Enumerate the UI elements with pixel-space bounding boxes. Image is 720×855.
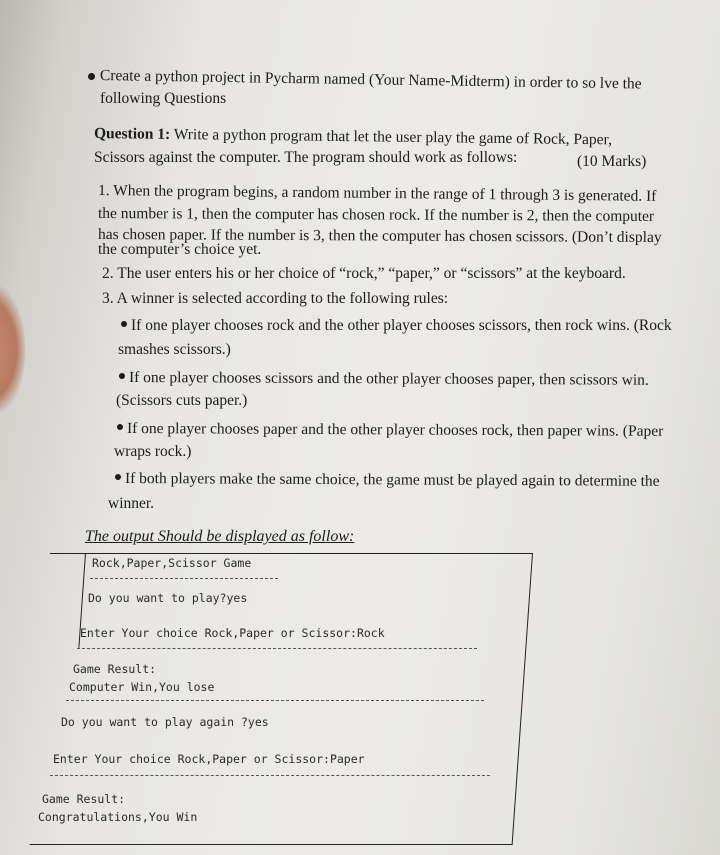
rule-1-line-1: If one player chooses rock and the other player chooses scissors, then rock wins. (Rock (131, 317, 672, 334)
console-divider (90, 578, 278, 579)
step-3: 3. A winner is selected according to the following rules: (102, 290, 449, 307)
question-1-line-1 (94, 124, 612, 149)
rule-2-line-1: If one player chooses scissors and the other player chooses paper, then scissors win. (128, 369, 649, 389)
bullet-icon (115, 474, 121, 480)
console-divider (50, 775, 490, 776)
console-result-label-1: Game Result: (73, 662, 157, 676)
bullet-icon (117, 424, 123, 430)
rule-4-line-2: winner. (108, 495, 155, 512)
step-1-line-3: has chosen paper. If the number is 3, then the computer has chosen scissors. (Don’t display (97, 226, 662, 246)
bullet-icon (88, 73, 95, 80)
bullet-icon (119, 373, 125, 379)
console-divider (66, 700, 484, 701)
step-1-line-1: 1. When the program begins, a random number in the range of 1 through 3 is generated. If (97, 182, 657, 205)
question-1-line-2: Scissors against the computer. The program should work as follows: (94, 149, 518, 166)
console-prompt-2: Do you want to play again ?yes (61, 715, 269, 729)
console-divider (77, 648, 477, 649)
rule-3-line-2: wraps rock.) (114, 443, 192, 460)
console-result-label-2: Game Result: (42, 792, 126, 806)
rule-4-line-1: If both players make the same choice, the game must be played again to determine the (124, 470, 660, 490)
question-1-text: Write a python program that let the user play the game of Rock, Paper, (173, 125, 613, 149)
question-1-marks: (10 Marks) (577, 153, 647, 170)
console-result-1: Computer Win,You lose (69, 680, 215, 694)
console-result-2: Congratulations,You Win (38, 810, 198, 824)
rule-2-line-2: (Scissors cuts paper.) (116, 392, 248, 409)
console-choice-1: Enter Your choice Rock,Paper or Scissor:Rock (80, 626, 385, 640)
step-1-line-4: the computer’s choice yet. (98, 241, 262, 258)
rule-3-line-1: If one player chooses paper and the other player chooses rock, then paper wins. (Paper (126, 420, 664, 440)
intro-line-2: following Questions (100, 90, 227, 107)
bullet-icon (121, 321, 127, 327)
rule-1-line-2: smashes scissors.) (118, 341, 231, 358)
output-heading: The output Should be displayed as follow: (85, 528, 355, 545)
step-2: 2. The user enters his or her choice of “rock,” “paper,” or “scissors” at the keyboard. (102, 265, 626, 282)
step-1-line-2: the number is 1, then the computer has chosen rock. If the number is 2, then the computer (97, 205, 655, 225)
console-prompt-1: Do you want to play?yes (88, 591, 248, 605)
console-title: Rock,Paper,Scissor Game (92, 556, 252, 570)
intro-line-1: Create a python project in Pycharm named (Your Name-Midterm) in order to so lve the (99, 67, 642, 93)
question-1-label: Question 1: (93, 125, 171, 143)
console-choice-2: Enter Your choice Rock,Paper or Scissor:Paper (53, 752, 365, 766)
